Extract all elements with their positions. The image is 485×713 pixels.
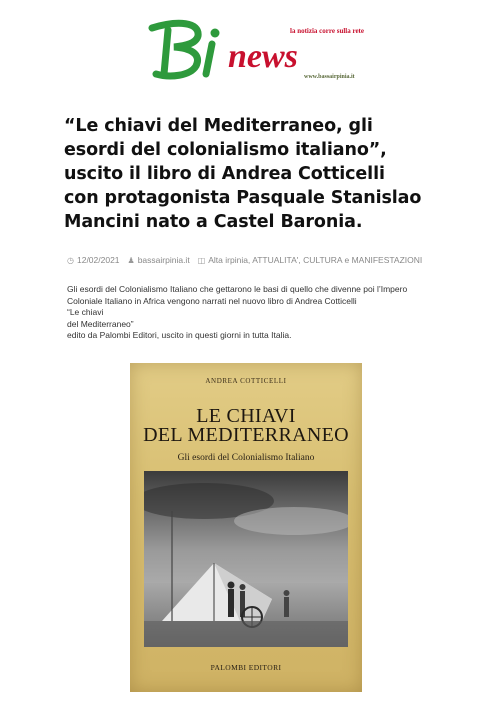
folder-icon: ◫	[197, 255, 206, 265]
meta-author-text: bassairpinia.it	[137, 255, 190, 265]
meta-date[interactable]	[67, 255, 120, 265]
meta-date-text: 12/02/2021	[76, 255, 120, 265]
article-line: edito da Palombi Editori, uscito in questi giorni in tutta Italia.	[67, 330, 292, 340]
cover-title-line1: LE CHIAVI	[196, 405, 296, 427]
book-cover-image[interactable]	[130, 363, 362, 692]
article-meta	[67, 255, 467, 265]
site-header	[0, 0, 485, 95]
site-tagline: la notizia corre sulla rete	[290, 27, 364, 35]
cover-photo	[144, 471, 348, 647]
cover-title-line2: DEL MEDITERRANEO	[143, 424, 349, 446]
meta-categories[interactable]	[198, 255, 423, 265]
cover-subtitle: Gli esordi del Colonialismo Italiano	[177, 453, 315, 463]
cover-author: ANDREA COTTICELLI	[205, 377, 287, 385]
meta-categories-text: Alta irpinia, ATTUALITA', CULTURA e MANIFESTAZIONI	[208, 255, 423, 265]
cover-title	[130, 407, 362, 445]
meta-author[interactable]	[128, 255, 190, 265]
article-title: “Le chiavi del Mediterraneo, gli esordi del colonialismo italiano”, uscito il libro di Andrea Cotticelli con protagonista Pasquale Stanislao Mancini nato a Castel Baronia.	[64, 116, 422, 232]
cover-photo-graphic	[144, 471, 348, 647]
cover-publisher: PALOMBI EDITORI	[210, 663, 282, 672]
user-icon: ♟	[127, 255, 135, 265]
article-line: del Mediterraneo”	[67, 318, 134, 329]
logo-word: news	[228, 38, 298, 75]
article-paragraph: Gli esordi del Colonialismo Italiano che gettarono le basi di quello che divenne poi l’Impero Coloniale Italiano in Africa vengono narrati nel nuovo libro di Andrea Cotticelli	[67, 284, 408, 306]
article-line: “Le chiavi	[67, 307, 104, 317]
clock-icon: ◷	[67, 255, 74, 265]
article-body	[67, 284, 427, 342]
site-url[interactable]: www.bassairpinia.it	[304, 74, 355, 80]
